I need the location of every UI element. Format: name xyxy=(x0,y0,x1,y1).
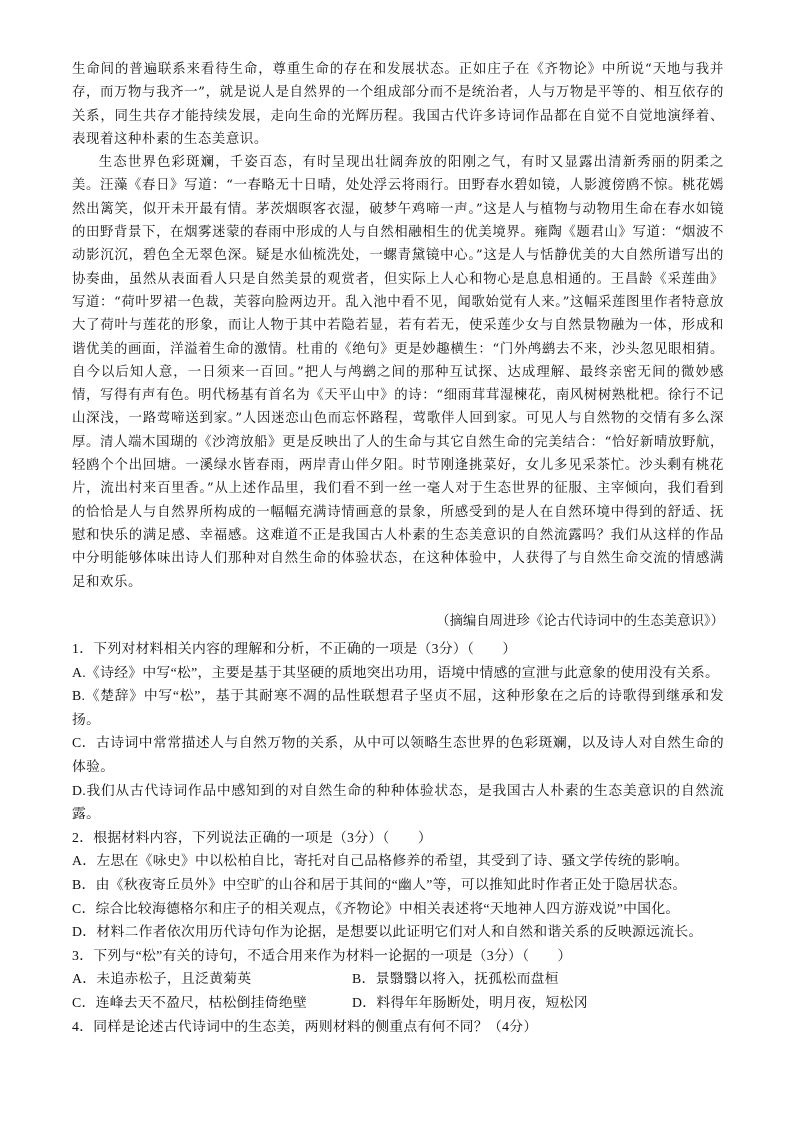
question-4-stem: 4．同样是论述古代诗词中的生态美，两则材料的侧重点有何不同？（4分） xyxy=(72,1018,538,1034)
question-2-option-c: C．综合比较海德格尔和庄子的相关观点，《齐物论》中相关表述将“天地神人四方游戏说”中国化。 xyxy=(72,900,680,916)
question-1-stem: 1．下列对材料相关内容的理解和分析，不正确的一项是（3分）（ ） xyxy=(72,641,517,656)
question-3-stem: 3．下列与“松”有关的诗句，不适合用来作为材料一论据的一项是（3分）（ ） xyxy=(72,947,572,963)
question-2-option-a: A．左思在《咏史》中以松柏自比，寄托对自己品格修养的希望，其受到了诗、骚文学传统的影响。 xyxy=(72,853,689,869)
question-list xyxy=(72,637,724,1038)
question-1-option-a: A.《诗经》中写“松”，主要是基于其坚硬的质地突出功用，语境中情感的宣泄与此意象的使用没有关系。 xyxy=(72,664,720,680)
question-1-option-b: B.《楚辞》中写“松”，基于其耐寒不凋的品性联想君子坚贞不屈，这种形象在之后的诗歌得到继承和发扬。 xyxy=(72,688,724,727)
question-3-options-row-2 xyxy=(72,991,724,1015)
question-2-stem: 2．根据材料内容，下列说法正确的一项是（3分）（ ） xyxy=(72,829,432,845)
reading-passage xyxy=(72,58,724,594)
question-3-option-a: A．未追赤松子，且泛黄菊英 xyxy=(72,971,252,987)
question-2-option-b: B．由《秋夜寄丘员外》中空旷的山谷和居于其间的“幽人”等，可以推知此时作者正处于隐居状态。 xyxy=(72,876,687,892)
passage-paragraph-2: 生态世界色彩斑斓，千姿百态，有时呈现出壮阔奔放的阳刚之气，有时又显露出清新秀丽的阴柔之美。汪藻《春日》写道：“一春略无十日晴，处处浮云将雨行。田野春水碧如镜，人影渡傍鸥不惊。桃花嫣然出篱笑，似开未开最有情。茅茨烟暝客衣湿，破梦午鸡啼一声。”这是人与植物与动物用生命在春水如镜的田野背景下，在烟雾迷蒙的春雨中形成的人与自然相融相生的优美境界。雍陶《题君山》写道：“烟波不动影沉沉，碧色全无翠色深。疑是水仙梳洗处，一螺青黛镜中心。”这是人与恬静优美的大自然所谱写出的协奏曲，虽然从表面看人只是自然美景的观赏者，但实际上人心和物心是息息相通的。王昌龄《采莲曲》写道：“荷叶罗裙一色裁，芙蓉向脸两边开。乱入池中看不见，闻歌始觉有人来。”这幅采莲图里作者特意放大了荷叶与莲花的形象，而让人物于其中若隐若显，若有若无，使采莲少女与自然景物融为一体，形成和谐优美的画面，洋溢着生命的激情。杜甫的《绝句》更是妙趣横生：“门外鸬鹚去不来，沙头忽见眼相猜。自今以后知人意，一日须来一百回。”把人与鸬鹚之间的那种互试探、达成理解、最终亲密无间的微妙感情，写得有声有色。明代杨基有首名为《天平山中》的诗：“细雨茸茸湿楝花，南风树树熟枇杷。徐行不记山深浅，一路莺啼送到家。”人因迷恋山色而忘怀路程，莺歌伴人回到家。可见人与自然物的交情有多么深厚。清人端木国瑚的《沙湾放船》更是反映出了人的生命与其它自然生命的完美结合：“恰好新晴放野航，轻鸥个个出回塘。一溪绿水皆春雨，两岸青山伴夕阳。时节刚逢挑菜好，女儿多见采茶忙。沙头剩有桃花片，流出村来百里香。”从上述作品里，我们看不到一丝一毫人对于生态世界的征服、主宰倾向，我们看到的恰恰是人与自然界所构成的一幅幅充满诗情画意的景象，所感受到的是人在自然环境中得到的舒适、抚慰和快乐的满足感、幸福感。这难道不正是我国古人朴素的生态美意识的自然流露吗？我们从这样的作品中分明能够体味出诗人们那种对自然生命的体验状态，在这种体验中，人获得了与自然生命交流的情感满足和欢乐。 xyxy=(72,155,724,590)
question-2-option-d: D．材料二作者依次用历代诗句作为论据，是想要以此证明它们对人和自然和谐关系的反映源远流长。 xyxy=(72,924,703,940)
passage-paragraph-1: 生命间的普遍联系来看待生命，尊重生命的存在和发展状态。正如庄子在《齐物论》中所说“天地与我并存，而万物与我齐一”，就是说人是自然界的一个组成部分而不是统治者，人与万物是平等的、相互依存的关系，同生共存才能持续发展，走向生命的光辉历程。我国古代许多诗词作品都在自觉不自觉地演绎着、表现着这种朴素的生态美意识。 xyxy=(72,62,724,147)
question-3-option-d: D．料得年年肠断处，明月夜，短松冈 xyxy=(352,994,588,1010)
question-1-option-d: D.我们从古代诗词作品中感知到的对自然生命的种种体验状态，是我国古人朴素的生态美意识的自然流露。 xyxy=(72,782,724,822)
passage-source: （摘编自周进珍《论古代诗词中的生态美意识》） xyxy=(436,614,724,629)
question-3-options-row-1 xyxy=(72,967,724,991)
question-1-option-c: C．古诗词中常常描述人与自然万物的关系，从中可以领略生态世界的色彩斑斓，以及诗人对自然生命的体验。 xyxy=(72,735,724,774)
question-3-option-c: C．连峰去天不盈尺，枯松倒挂倚绝壁 xyxy=(72,994,308,1010)
question-3-option-b: B．景翳翳以将入，抚孤松而盘桓 xyxy=(352,971,559,987)
